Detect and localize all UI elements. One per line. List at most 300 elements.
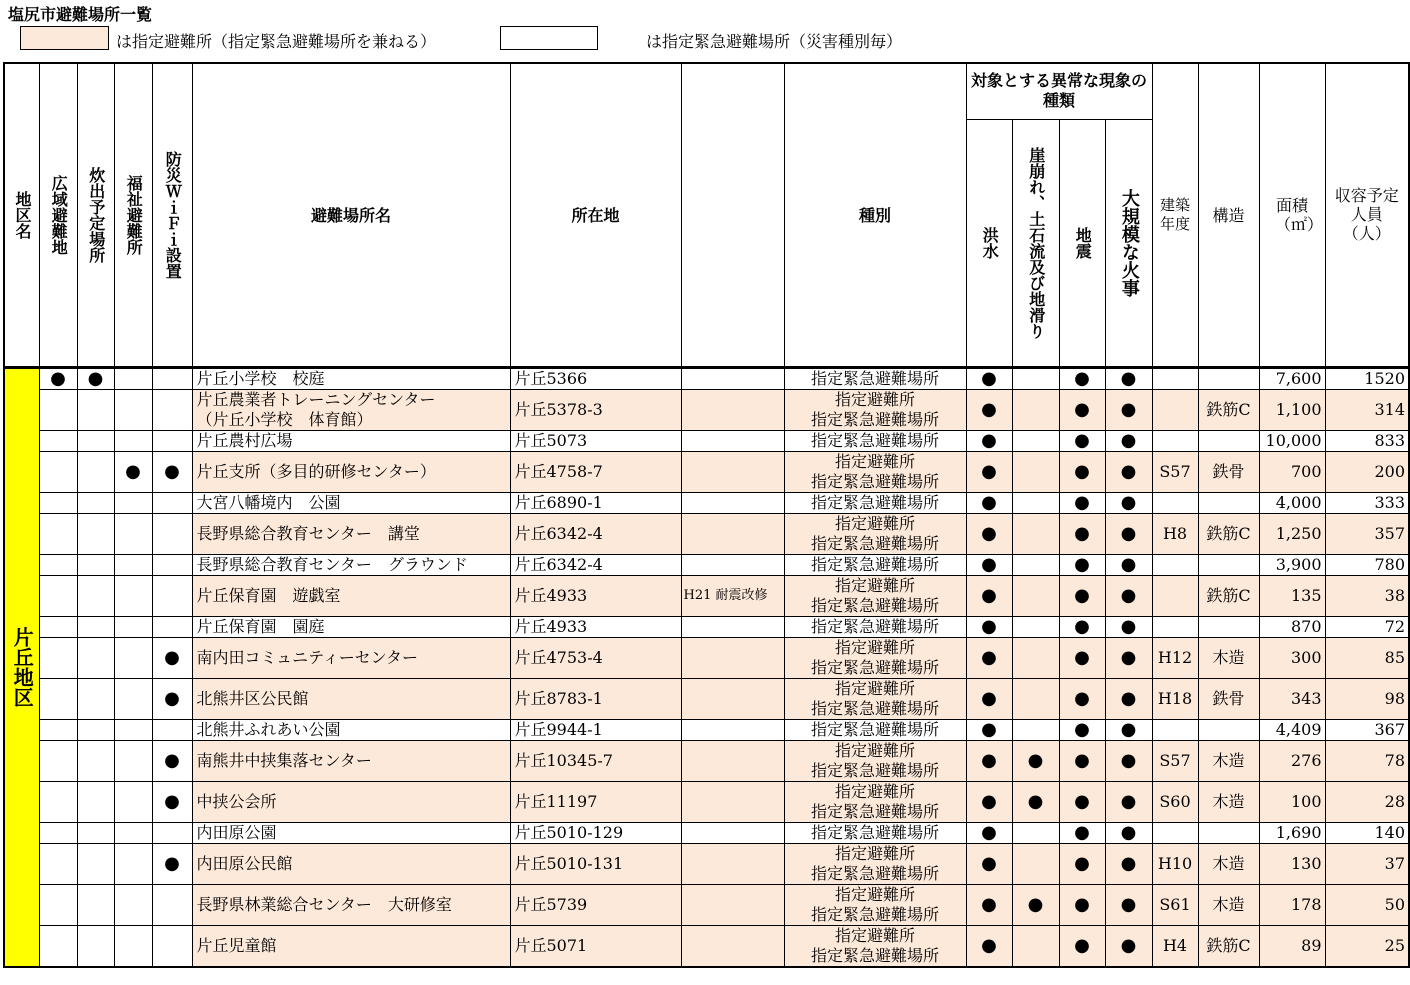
landslide-cell	[1012, 925, 1059, 967]
structure-cell: 木造	[1198, 884, 1259, 925]
shelter-address: 片丘4933	[510, 575, 681, 616]
shelter-name: 南内田コミュニティーセンター	[192, 637, 510, 678]
shelter-type: 指定避難所 指定緊急避難場所	[784, 843, 966, 884]
earthquake-cell: ●	[1059, 740, 1105, 781]
area-cell: 276	[1259, 740, 1325, 781]
shelter-name: 大宮八幡境内 公園	[192, 492, 510, 513]
cooking-cell	[77, 719, 114, 740]
earthquake-cell: ●	[1059, 843, 1105, 884]
wifi-cell	[152, 822, 192, 843]
table-row	[4, 492, 1409, 513]
wifi-cell	[152, 925, 192, 967]
cooking-cell	[77, 492, 114, 513]
shelter-address: 片丘5010-129	[510, 822, 681, 843]
district-cell: 片丘地区	[4, 367, 39, 967]
fire-cell: ●	[1105, 740, 1152, 781]
landslide-cell	[1012, 822, 1059, 843]
welfare-cell	[114, 575, 152, 616]
wide-area-cell	[39, 616, 77, 637]
table-row	[4, 451, 1409, 492]
area-cell: 870	[1259, 616, 1325, 637]
shelter-name: 片丘保育園 園庭	[192, 616, 510, 637]
capacity-cell: 98	[1325, 678, 1409, 719]
area-cell: 178	[1259, 884, 1325, 925]
earthquake-cell: ●	[1059, 554, 1105, 575]
cooking-cell	[77, 451, 114, 492]
year-cell	[1152, 616, 1198, 637]
welfare-cell	[114, 843, 152, 884]
structure-cell	[1198, 367, 1259, 389]
landslide-cell	[1012, 678, 1059, 719]
earthquake-cell: ●	[1059, 451, 1105, 492]
flood-cell: ●	[966, 822, 1012, 843]
year-cell: H10	[1152, 843, 1198, 884]
cooking-cell	[77, 575, 114, 616]
landslide-cell	[1012, 367, 1059, 389]
shelter-note	[681, 513, 784, 554]
wide-area-cell	[39, 884, 77, 925]
year-cell	[1152, 575, 1198, 616]
cooking-cell	[77, 616, 114, 637]
flood-cell: ●	[966, 678, 1012, 719]
flood-cell: ●	[966, 575, 1012, 616]
structure-cell	[1198, 719, 1259, 740]
fire-cell: ●	[1105, 616, 1152, 637]
wifi-cell	[152, 554, 192, 575]
table-row	[4, 678, 1409, 719]
landslide-cell	[1012, 843, 1059, 884]
shelter-name: 片丘農村広場	[192, 430, 510, 451]
earthquake-cell: ●	[1059, 884, 1105, 925]
shelter-name: 内田原公園	[192, 822, 510, 843]
structure-cell: 木造	[1198, 740, 1259, 781]
fire-cell: ●	[1105, 822, 1152, 843]
shelter-note	[681, 678, 784, 719]
header-area: 面積（㎡）	[1259, 63, 1325, 367]
shelter-type: 指定避難所 指定緊急避難場所	[784, 451, 966, 492]
wifi-cell: ●	[152, 843, 192, 884]
shelter-note	[681, 554, 784, 575]
area-cell: 1,100	[1259, 389, 1325, 430]
fire-cell: ●	[1105, 575, 1152, 616]
welfare-cell	[114, 616, 152, 637]
shelter-name: 長野県総合教育センター グラウンド	[192, 554, 510, 575]
welfare-cell	[114, 884, 152, 925]
flood-cell: ●	[966, 430, 1012, 451]
table-row	[4, 781, 1409, 822]
table-row	[4, 575, 1409, 616]
earthquake-cell: ●	[1059, 492, 1105, 513]
area-cell: 343	[1259, 678, 1325, 719]
wifi-cell	[152, 884, 192, 925]
area-cell: 130	[1259, 843, 1325, 884]
year-cell: S60	[1152, 781, 1198, 822]
shelter-address: 片丘8783-1	[510, 678, 681, 719]
shelter-type: 指定避難所 指定緊急避難場所	[784, 884, 966, 925]
fire-cell: ●	[1105, 430, 1152, 451]
flood-cell: ●	[966, 884, 1012, 925]
capacity-cell: 314	[1325, 389, 1409, 430]
header-name: 避難場所名	[192, 63, 510, 367]
year-cell	[1152, 554, 1198, 575]
wide-area-cell	[39, 925, 77, 967]
wifi-cell	[152, 616, 192, 637]
flood-cell: ●	[966, 554, 1012, 575]
structure-cell	[1198, 554, 1259, 575]
year-cell: H8	[1152, 513, 1198, 554]
flood-cell: ●	[966, 740, 1012, 781]
landslide-cell	[1012, 637, 1059, 678]
year-cell: S57	[1152, 740, 1198, 781]
year-cell	[1152, 367, 1198, 389]
legend-label-shelter: は指定避難所（指定緊急避難場所を兼ねる）	[116, 32, 437, 51]
area-cell: 89	[1259, 925, 1325, 967]
shelter-name: 長野県林業総合センター 大研修室	[192, 884, 510, 925]
header-wifi: 防災ＷｉＦｉ設置	[152, 63, 192, 367]
shelter-address: 片丘6890-1	[510, 492, 681, 513]
flood-cell: ●	[966, 389, 1012, 430]
table-row	[4, 430, 1409, 451]
flood-cell: ●	[966, 925, 1012, 967]
header-flood: 洪水	[966, 119, 1012, 367]
header-wide-area: 広域避難地	[39, 63, 77, 367]
landslide-cell: ●	[1012, 884, 1059, 925]
cooking-cell	[77, 781, 114, 822]
capacity-cell: 140	[1325, 822, 1409, 843]
structure-cell: 鉄筋C	[1198, 389, 1259, 430]
earthquake-cell: ●	[1059, 637, 1105, 678]
cooking-cell	[77, 822, 114, 843]
header-earthquake: 地震	[1059, 119, 1105, 367]
landslide-cell	[1012, 554, 1059, 575]
table-row	[4, 389, 1409, 430]
legend-swatch-emergency	[500, 26, 598, 50]
wide-area-cell	[39, 430, 77, 451]
shelter-note	[681, 451, 784, 492]
shelter-note	[681, 925, 784, 967]
table-row	[4, 513, 1409, 554]
header-structure: 構造	[1198, 63, 1259, 367]
table-body	[4, 367, 1409, 967]
wide-area-cell	[39, 678, 77, 719]
fire-cell: ●	[1105, 637, 1152, 678]
flood-cell: ●	[966, 616, 1012, 637]
wide-area-cell	[39, 719, 77, 740]
cooking-cell	[77, 678, 114, 719]
capacity-cell: 37	[1325, 843, 1409, 884]
welfare-cell	[114, 492, 152, 513]
welfare-cell	[114, 430, 152, 451]
area-cell: 7,600	[1259, 367, 1325, 389]
welfare-cell	[114, 678, 152, 719]
welfare-cell: ●	[114, 451, 152, 492]
area-cell: 1,690	[1259, 822, 1325, 843]
table-row	[4, 822, 1409, 843]
table-row	[4, 740, 1409, 781]
area-cell: 300	[1259, 637, 1325, 678]
earthquake-cell: ●	[1059, 719, 1105, 740]
year-cell: H18	[1152, 678, 1198, 719]
shelter-name: 長野県総合教育センター 講堂	[192, 513, 510, 554]
shelter-note	[681, 740, 784, 781]
shelter-type: 指定緊急避難場所	[784, 367, 966, 389]
wide-area-cell	[39, 513, 77, 554]
shelter-address: 片丘11197	[510, 781, 681, 822]
shelter-name: 片丘小学校 校庭	[192, 367, 510, 389]
earthquake-cell: ●	[1059, 430, 1105, 451]
shelter-type: 指定避難所 指定緊急避難場所	[784, 575, 966, 616]
wifi-cell	[152, 513, 192, 554]
welfare-cell	[114, 822, 152, 843]
capacity-cell: 333	[1325, 492, 1409, 513]
earthquake-cell: ●	[1059, 367, 1105, 389]
table-row	[4, 367, 1409, 389]
shelter-name: 片丘支所（多目的研修センター）	[192, 451, 510, 492]
welfare-cell	[114, 513, 152, 554]
wifi-cell	[152, 719, 192, 740]
wifi-cell: ●	[152, 740, 192, 781]
wide-area-cell: ●	[39, 367, 77, 389]
year-cell: S57	[1152, 451, 1198, 492]
landslide-cell	[1012, 389, 1059, 430]
structure-cell: 木造	[1198, 637, 1259, 678]
shelter-address: 片丘5071	[510, 925, 681, 967]
shelter-address: 片丘5010-131	[510, 843, 681, 884]
cooking-cell	[77, 389, 114, 430]
capacity-cell: 200	[1325, 451, 1409, 492]
earthquake-cell: ●	[1059, 389, 1105, 430]
table-row	[4, 616, 1409, 637]
page-title: 塩尻市避難場所一覧	[8, 5, 153, 24]
fire-cell: ●	[1105, 884, 1152, 925]
capacity-cell: 780	[1325, 554, 1409, 575]
shelter-type: 指定緊急避難場所	[784, 719, 966, 740]
shelter-type: 指定避難所 指定緊急避難場所	[784, 678, 966, 719]
year-cell: S61	[1152, 884, 1198, 925]
shelter-name: 中挟公会所	[192, 781, 510, 822]
welfare-cell	[114, 781, 152, 822]
wide-area-cell	[39, 389, 77, 430]
welfare-cell	[114, 389, 152, 430]
header-note	[681, 63, 784, 367]
shelter-type: 指定緊急避難場所	[784, 430, 966, 451]
structure-cell	[1198, 822, 1259, 843]
shelter-note	[681, 616, 784, 637]
shelter-name: 片丘保育園 遊戯室	[192, 575, 510, 616]
fire-cell: ●	[1105, 367, 1152, 389]
fire-cell: ●	[1105, 389, 1152, 430]
cooking-cell	[77, 554, 114, 575]
structure-cell: 木造	[1198, 843, 1259, 884]
wide-area-cell	[39, 843, 77, 884]
fire-cell: ●	[1105, 451, 1152, 492]
cooking-cell	[77, 513, 114, 554]
capacity-cell: 1520	[1325, 367, 1409, 389]
flood-cell: ●	[966, 513, 1012, 554]
capacity-cell: 833	[1325, 430, 1409, 451]
shelter-type: 指定緊急避難場所	[784, 822, 966, 843]
structure-cell: 鉄筋C	[1198, 925, 1259, 967]
earthquake-cell: ●	[1059, 513, 1105, 554]
shelter-type: 指定避難所 指定緊急避難場所	[784, 925, 966, 967]
year-cell: H12	[1152, 637, 1198, 678]
shelter-name: 内田原公民館	[192, 843, 510, 884]
shelter-type: 指定避難所 指定緊急避難場所	[784, 740, 966, 781]
earthquake-cell: ●	[1059, 575, 1105, 616]
table-row	[4, 554, 1409, 575]
header-year: 建築年度	[1152, 63, 1198, 367]
header-type: 種別	[784, 63, 966, 367]
structure-cell	[1198, 616, 1259, 637]
welfare-cell	[114, 637, 152, 678]
landslide-cell	[1012, 451, 1059, 492]
landslide-cell	[1012, 719, 1059, 740]
area-cell: 4,000	[1259, 492, 1325, 513]
area-cell: 4,409	[1259, 719, 1325, 740]
flood-cell: ●	[966, 781, 1012, 822]
shelter-address: 片丘5366	[510, 367, 681, 389]
cooking-cell	[77, 637, 114, 678]
header-landslide: 崖崩れ、土石流及び地滑り	[1012, 119, 1059, 367]
structure-cell: 木造	[1198, 781, 1259, 822]
shelter-type: 指定緊急避難場所	[784, 616, 966, 637]
shelter-note	[681, 430, 784, 451]
shelter-note	[681, 367, 784, 389]
flood-cell: ●	[966, 451, 1012, 492]
fire-cell: ●	[1105, 513, 1152, 554]
structure-cell: 鉄骨	[1198, 451, 1259, 492]
earthquake-cell: ●	[1059, 678, 1105, 719]
capacity-cell: 78	[1325, 740, 1409, 781]
capacity-cell: 50	[1325, 884, 1409, 925]
landslide-cell: ●	[1012, 740, 1059, 781]
landslide-cell	[1012, 430, 1059, 451]
capacity-cell: 28	[1325, 781, 1409, 822]
table-row	[4, 637, 1409, 678]
fire-cell: ●	[1105, 678, 1152, 719]
structure-cell: 鉄筋C	[1198, 575, 1259, 616]
landslide-cell	[1012, 492, 1059, 513]
shelter-note	[681, 492, 784, 513]
flood-cell: ●	[966, 719, 1012, 740]
fire-cell: ●	[1105, 781, 1152, 822]
header-cooking: 炊出予定場所	[77, 63, 114, 367]
welfare-cell	[114, 925, 152, 967]
year-cell	[1152, 389, 1198, 430]
structure-cell: 鉄筋C	[1198, 513, 1259, 554]
shelter-address: 片丘9944-1	[510, 719, 681, 740]
landslide-cell	[1012, 513, 1059, 554]
table-row	[4, 719, 1409, 740]
wide-area-cell	[39, 492, 77, 513]
flood-cell: ●	[966, 367, 1012, 389]
area-cell: 135	[1259, 575, 1325, 616]
wifi-cell: ●	[152, 451, 192, 492]
earthquake-cell: ●	[1059, 822, 1105, 843]
shelter-note	[681, 822, 784, 843]
structure-cell: 鉄骨	[1198, 678, 1259, 719]
shelter-type: 指定避難所 指定緊急避難場所	[784, 781, 966, 822]
header-capacity: 収容予定人員（人）	[1325, 63, 1409, 367]
capacity-cell: 85	[1325, 637, 1409, 678]
cooking-cell	[77, 843, 114, 884]
shelter-table	[3, 62, 1410, 968]
area-cell: 3,900	[1259, 554, 1325, 575]
landslide-cell: ●	[1012, 781, 1059, 822]
header-welfare: 福祉避難所	[114, 63, 152, 367]
cooking-cell	[77, 740, 114, 781]
wide-area-cell	[39, 781, 77, 822]
shelter-name: 北熊井ふれあい公園	[192, 719, 510, 740]
wifi-cell: ●	[152, 678, 192, 719]
flood-cell: ●	[966, 843, 1012, 884]
wide-area-cell	[39, 740, 77, 781]
shelter-address: 片丘4933	[510, 616, 681, 637]
welfare-cell	[114, 367, 152, 389]
welfare-cell	[114, 719, 152, 740]
wide-area-cell	[39, 554, 77, 575]
capacity-cell: 38	[1325, 575, 1409, 616]
welfare-cell	[114, 554, 152, 575]
flood-cell: ●	[966, 637, 1012, 678]
wide-area-cell	[39, 451, 77, 492]
area-cell: 100	[1259, 781, 1325, 822]
header-hazard-group: 対象とする異常な現象の種類	[966, 63, 1152, 119]
capacity-cell: 72	[1325, 616, 1409, 637]
earthquake-cell: ●	[1059, 616, 1105, 637]
year-cell	[1152, 492, 1198, 513]
shelter-address: 片丘5378-3	[510, 389, 681, 430]
shelter-address: 片丘10345-7	[510, 740, 681, 781]
shelter-address: 片丘6342-4	[510, 554, 681, 575]
table-row	[4, 884, 1409, 925]
landslide-cell	[1012, 575, 1059, 616]
shelter-note	[681, 389, 784, 430]
wifi-cell	[152, 430, 192, 451]
structure-cell	[1198, 430, 1259, 451]
structure-cell	[1198, 492, 1259, 513]
cooking-cell	[77, 884, 114, 925]
wide-area-cell	[39, 575, 77, 616]
shelter-note	[681, 719, 784, 740]
shelter-note	[681, 637, 784, 678]
capacity-cell: 357	[1325, 513, 1409, 554]
shelter-type: 指定避難所 指定緊急避難場所	[784, 637, 966, 678]
shelter-type: 指定避難所 指定緊急避難場所	[784, 513, 966, 554]
area-cell: 10,000	[1259, 430, 1325, 451]
area-cell: 700	[1259, 451, 1325, 492]
fire-cell: ●	[1105, 843, 1152, 884]
area-cell: 1,250	[1259, 513, 1325, 554]
capacity-cell: 367	[1325, 719, 1409, 740]
capacity-cell: 25	[1325, 925, 1409, 967]
wifi-cell: ●	[152, 781, 192, 822]
header-district: 地区名	[4, 63, 39, 367]
header-fire: 大規模な火事	[1105, 119, 1152, 367]
wifi-cell	[152, 367, 192, 389]
year-cell	[1152, 822, 1198, 843]
wide-area-cell	[39, 637, 77, 678]
table-row	[4, 843, 1409, 884]
fire-cell: ●	[1105, 719, 1152, 740]
shelter-note	[681, 843, 784, 884]
shelter-type: 指定緊急避難場所	[784, 492, 966, 513]
shelter-type: 指定緊急避難場所	[784, 554, 966, 575]
year-cell	[1152, 430, 1198, 451]
fire-cell: ●	[1105, 492, 1152, 513]
fire-cell: ●	[1105, 554, 1152, 575]
welfare-cell	[114, 740, 152, 781]
